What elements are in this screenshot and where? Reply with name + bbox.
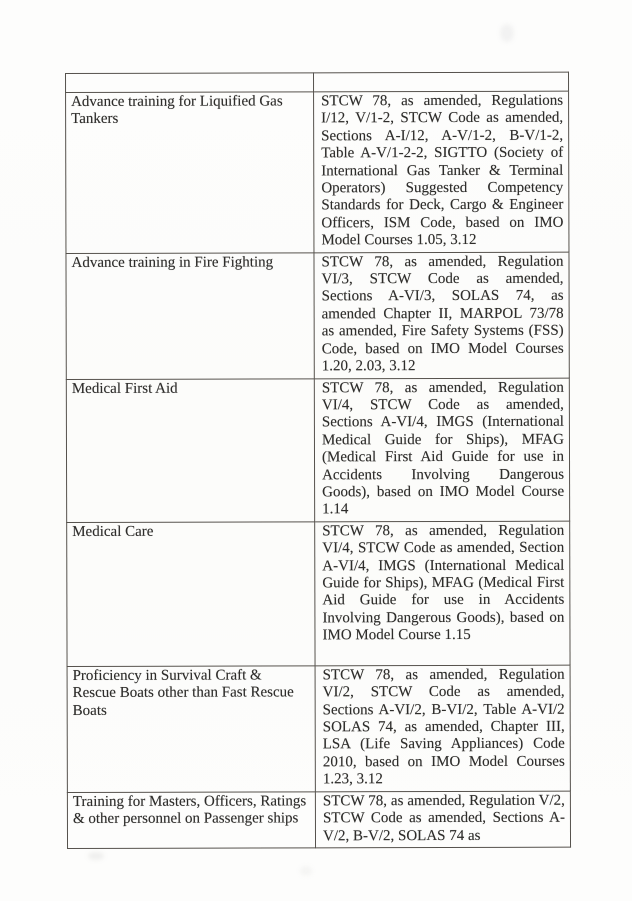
course-cell: Training for Masters, Officers, Ratings & other personnel on Passenger ships: [67, 792, 315, 849]
course-cell: Advance training for Liquified Gas Tankers: [66, 92, 314, 253]
table-row: [67, 791, 570, 849]
course-cell: Proficiency in Survival Craft & Rescue Boats other than Fast Rescue Boats: [67, 666, 315, 793]
table-row: [66, 252, 569, 379]
empty-header-cell-left: [66, 73, 314, 93]
reference-cell: STCW 78, as amended, Regulation VI/4, STCW Code as amended, Section A-VI/4, IMGS (International Medical Guide for Ships), MFAG (Medical First Aid Guide for use in Accidents Involving Dangerous Goods), based on IMO Model Course 1.15: [315, 521, 570, 666]
table-row: [66, 378, 569, 523]
reference-cell: STCW 78, as amended, Regulation V/2, STCW Code as amended, Sections A-V/2, B-V/2, SOLAS 74 as: [315, 791, 570, 848]
scan-smudge: [88, 852, 104, 860]
reference-cell: STCW 78, as amended, Regulation VI/3, STCW Code as amended, Sections A-VI/3, SOLAS 74, as amended Chapter II, MARPOL 73/78 as amended, Fire Safety Systems (FSS) Code, based on IMO Model Courses 1.20, 2.03, 3.12: [314, 252, 569, 379]
reference-cell: STCW 78, as amended, Regulations I/12, V/1-2, STCW Code as amended, Sections A-I/12, A-V/1-2, B-V/1-2, Table A-V/1-2-2, SIGTTO (Society of International Gas Tanker & Terminal Operators) Suggested Competency Standards for Deck, Cargo & Engineer Officers, ISM Code, based on IMO Model Courses 1.05, 3.12: [314, 91, 569, 252]
scan-smudge: [500, 24, 514, 42]
training-reference-table: [65, 72, 571, 849]
course-cell: Medical First Aid: [66, 378, 314, 522]
table-body: [66, 91, 571, 848]
course-cell: Advance training in Fire Fighting: [66, 253, 314, 379]
reference-cell: STCW 78, as amended, Regulation VI/4, STCW Code as amended, Sections A-VI/4, IMGS (International Medical Guide for Ships), MFAG (Medical First Aid Guide for use in Accidents Involving Dangerous Goods), based on IMO Model Course 1.14: [314, 378, 569, 522]
scan-smudge: [300, 866, 312, 876]
table-row: [67, 665, 570, 792]
empty-header-cell-right: [314, 72, 569, 92]
course-cell: Medical Care: [67, 522, 315, 667]
table-row: [67, 521, 570, 666]
table-row: [66, 91, 569, 253]
empty-header-row: [66, 72, 569, 92]
reference-cell: STCW 78, as amended, Regulation VI/2, STCW Code as amended, Sections A-VI/2, B-VI/2, Table A-VI/2 SOLAS 74, as amended, Chapter III, LSA (Life Saving Appliances) Code 2010, based on IMO Model Courses 1.23, 3.12: [315, 665, 570, 792]
